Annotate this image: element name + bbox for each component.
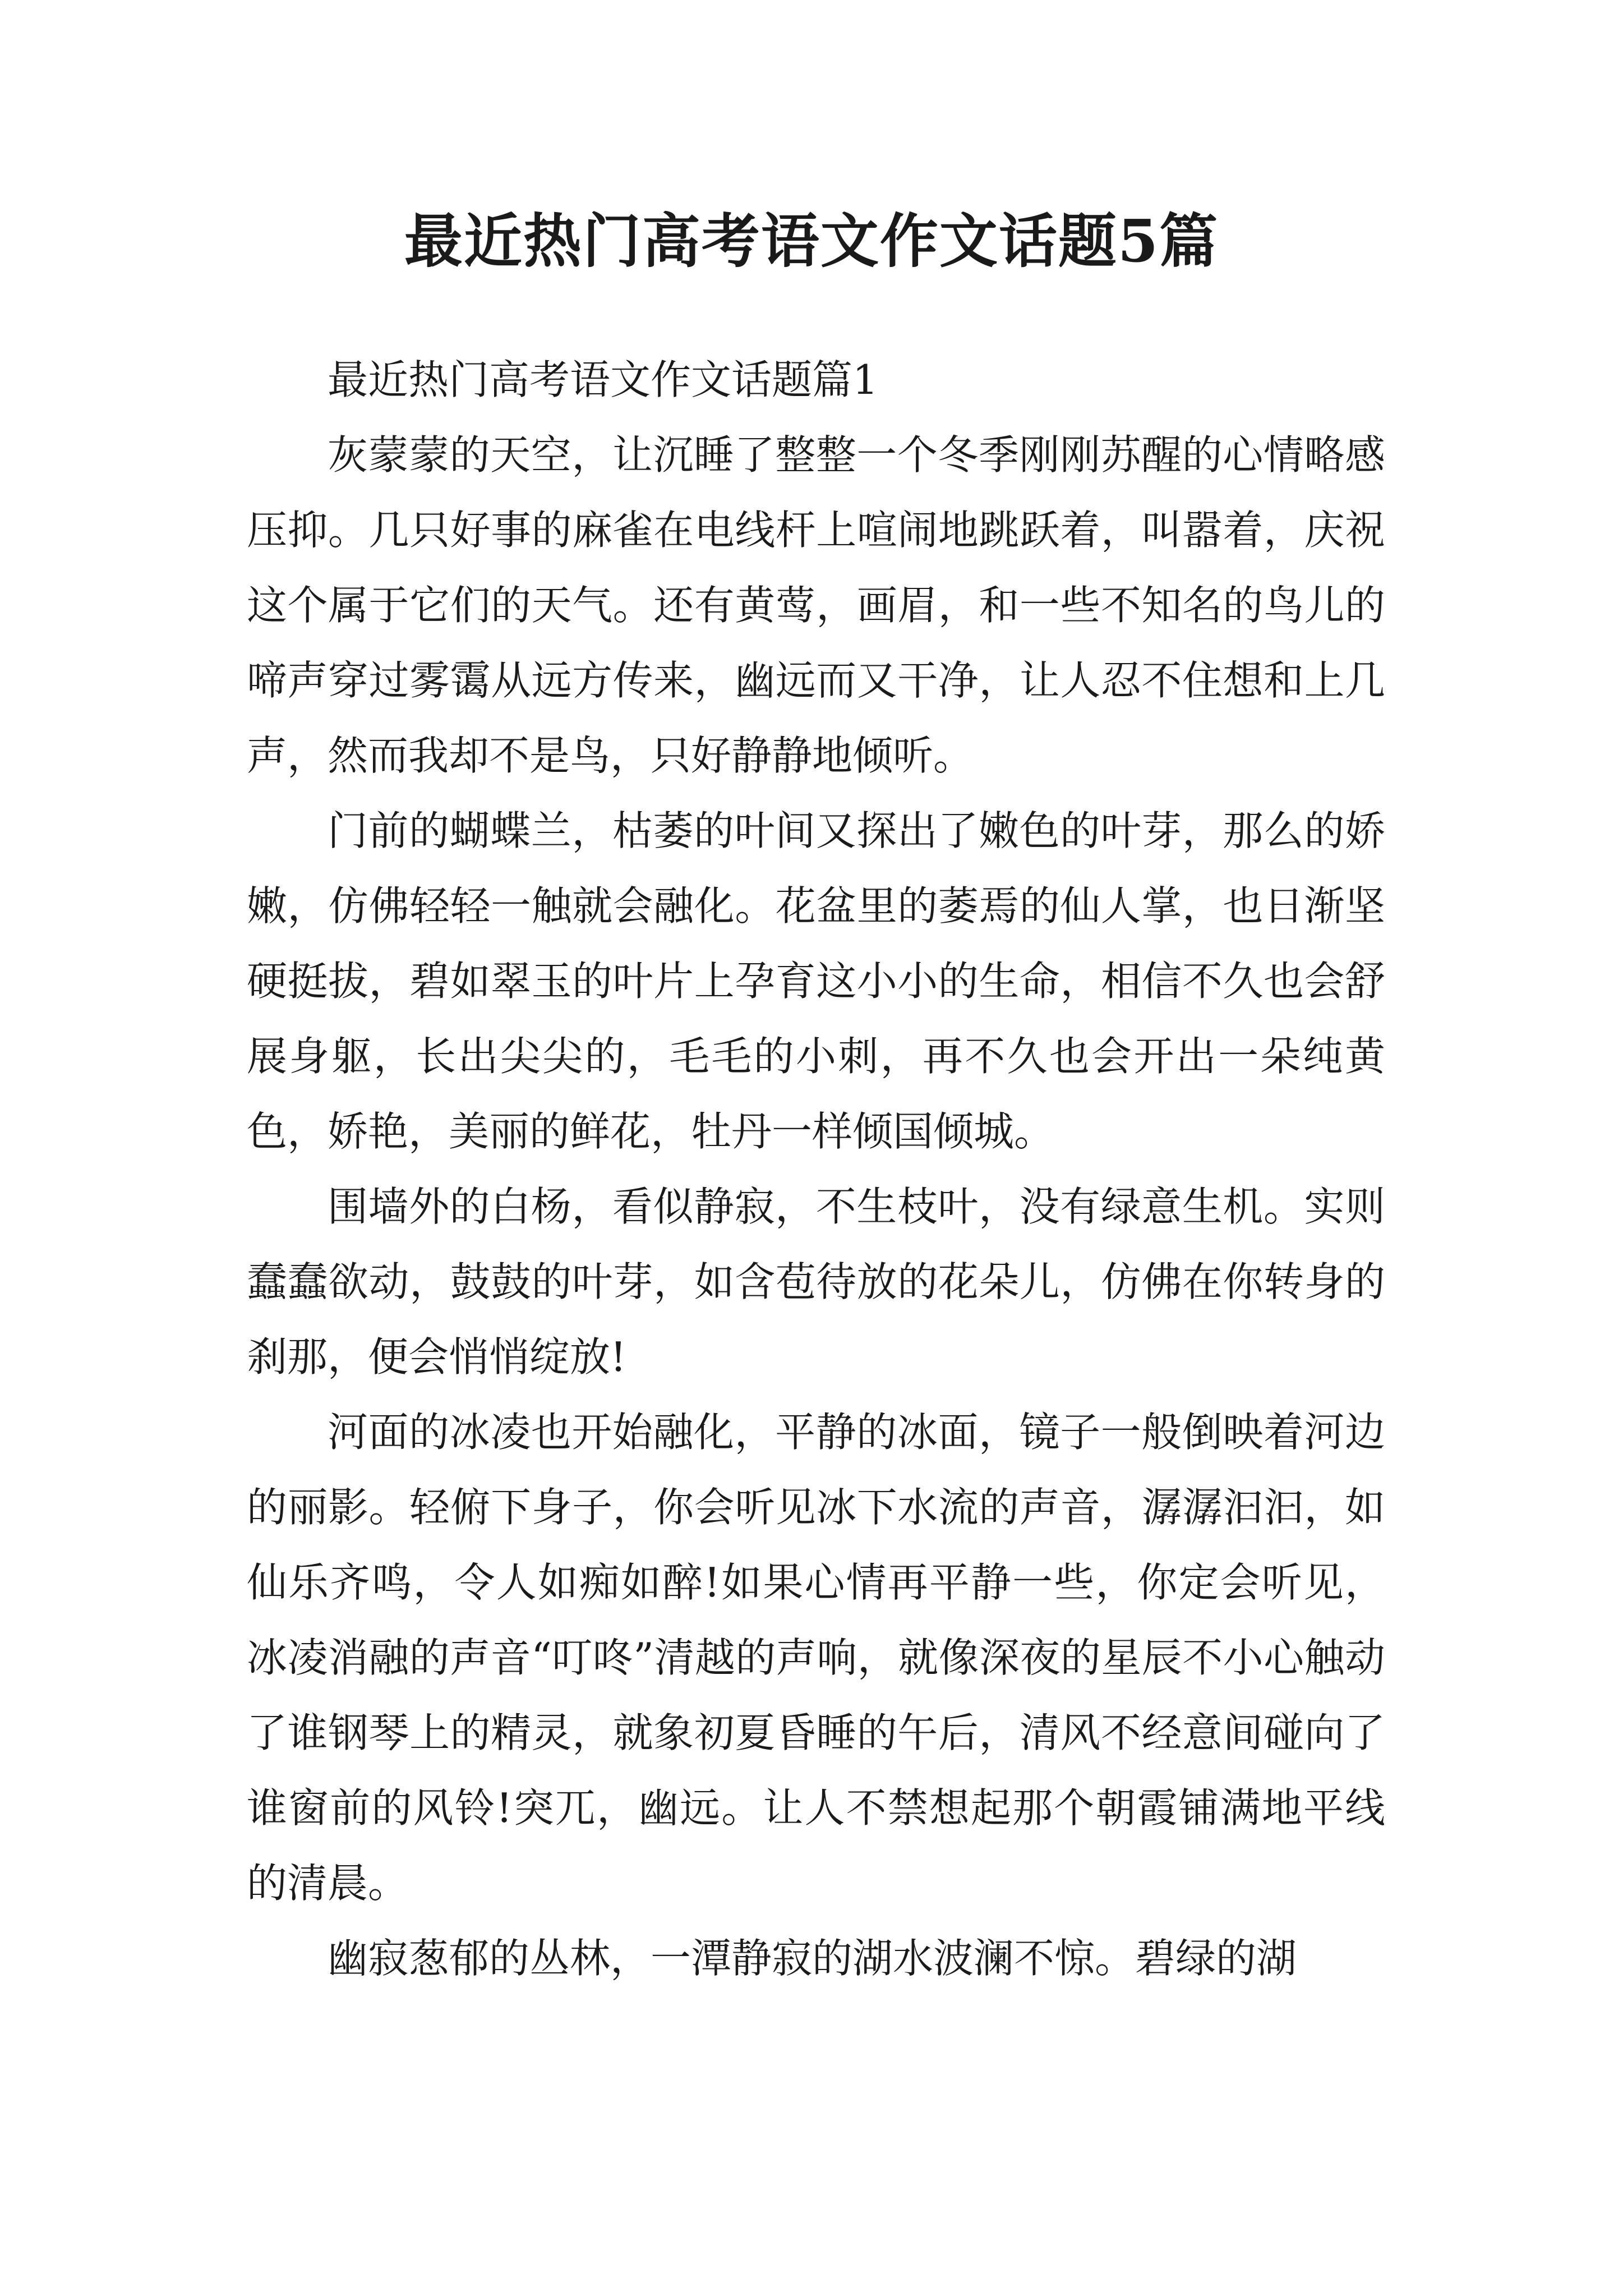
section-heading: 最近热门高考语文作文话题篇1 <box>328 356 878 403</box>
document-body <box>247 342 1385 1996</box>
document-title: 最近热门高考语文作文话题5篇 <box>404 206 1219 275</box>
paragraph-4: 河面的冰凌也开始融化，平静的冰面，镜子一般倒映着河边的丽影。轻俯下身子，你会听见冰下水流的声音，潺潺汩汩，如仙乐齐鸣，令人如痴如醉!如果心情再平静一些，你定会听见，冰凌消融的声音“叮咚”清越的声响，就像深夜的星辰不小心触动了谁钢琴上的精灵，就象初夏昏睡的午后，清风不经意间碰向了谁窗前的风铃!突兀，幽远。让人不禁想起那个朝霞铺满地平线的清晨。 <box>247 1409 1385 1907</box>
paragraph-1: 灰蒙蒙的天空，让沉睡了整整一个冬季刚刚苏醒的心情略感压抑。几只好事的麻雀在电线杆上喧闹地跳跃着，叫嚣着，庆祝这个属于它们的天气。还有黄莺，画眉，和一些不知名的鸟儿的啼声穿过雾霭从远方传来，幽远而又干净，让人忍不住想和上几声，然而我却不是鸟，只好静静地倾听。 <box>247 431 1385 779</box>
paragraph-5: 幽寂葱郁的丛林，一潭静寂的湖水波澜不惊。碧绿的湖 <box>328 1935 1297 1982</box>
paragraph-2: 门前的蝴蝶兰，枯萎的叶间又探出了嫩色的叶芽，那么的娇嫩，仿佛轻轻一触就会融化。花盆里的萎焉的仙人掌，也日渐坚硬挺拔，碧如翠玉的叶片上孕育这小小的生命，相信不久也会舒展身躯，长出尖尖的，毛毛的小刺，再不久也会开出一朵纯黄色，娇艳，美丽的鲜花，牡丹一样倾国倾城。 <box>247 807 1385 1155</box>
paragraph-3: 围墙外的白杨，看似静寂，不生枝叶，没有绿意生机。实则蠢蠢欲动，鼓鼓的叶芽，如含苞待放的花朵儿，仿佛在你转身的刹那，便会悄悄绽放! <box>247 1183 1385 1381</box>
